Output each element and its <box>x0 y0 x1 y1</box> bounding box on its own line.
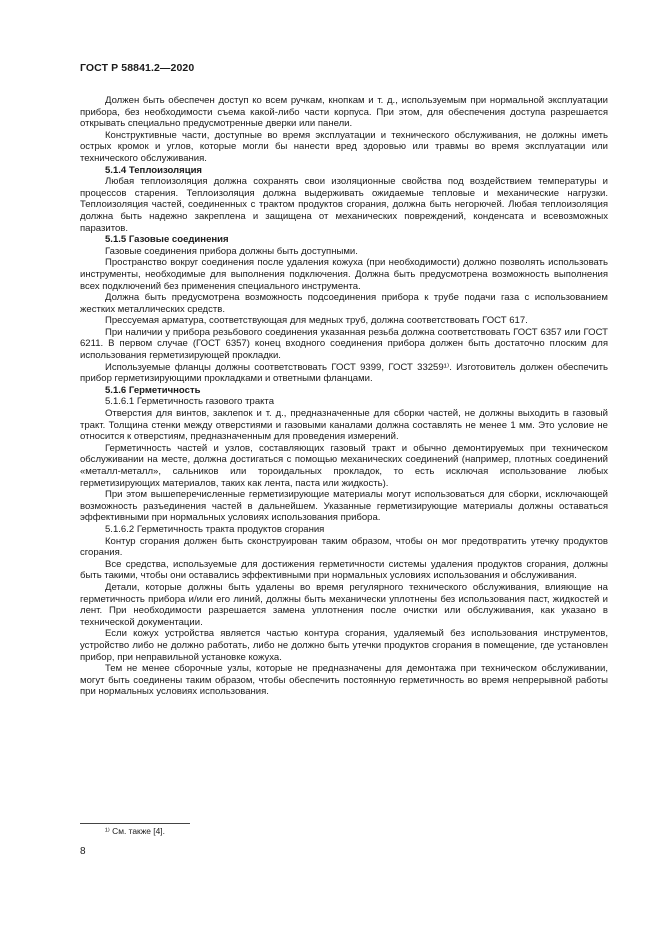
paragraph: Детали, которые должны быть удалены во время регулярного технического обслуживания, влияющие на герметичность прибора и/или его линий, должны быть механически уплотнены без использования паст, жидкостей и лент. При необходимости разрешается замена уплотнения после очистки или обслуживания, как указано в технической документации. <box>80 581 608 628</box>
paragraph: Герметичность частей и узлов, составляющих газовый тракт и обычно демонтируемых при техническом обслуживании на месте, должна достигаться с помощью механических соединений (например, плотных соединений «металл-металл», сальников или тороидальных прокладок, то есть исключая использование любых герметизирующих материалов, таких как лента, паста или жидкость). <box>80 442 608 489</box>
paragraph: Прессуемая арматура, соответствующая для медных труб, должна соответствовать ГОСТ 617. <box>105 315 528 327</box>
paragraph: Используемые фланцы должны соответствовать ГОСТ 9399, ГОСТ 33259¹⁾. Изготовитель должен обеспечить прибор герметизирующими прокладками и ответными фланцами. <box>80 361 608 385</box>
paragraph: Пространство вокруг соединения после удаления кожуха (при необходимости) должно позволять использовать инструменты, необходимые для выполнения подключения. Должна быть предусмотрена возможность выполнения всех подключений без применения специального инструмента. <box>80 257 608 292</box>
paragraph: При наличии у прибора резьбового соединения указанная резьба должна соответствовать ГОСТ 6357 или ГОСТ 6211. В первом случае (ГОСТ 6357) конец входного соединения прибора должен быть достаточно плоским для использования герметизирующей прокладки. <box>80 326 608 362</box>
paragraph: Конструктивные части, доступные во время эксплуатации и технического обслуживания, не должны иметь острых кромок и углов, которые могли бы нанести вред здоровью или травмы во время эксплуатации или технического обслуживания. <box>80 129 608 164</box>
paragraph: Тем не менее сборочные узлы, которые не предназначены для демонтажа при техническом обслуживании, могут быть соединены таким образом, чтобы обеспечить постоянную герметичность во время непрерывной работы при нормальных условиях использования. <box>80 663 608 698</box>
paragraph: Отверстия для винтов, заклепок и т. д., предназначенные для сборки частей, не должны выходить в газовый тракт. Толщина стенки между отверстиями и газовыми каналами должна составлять не менее 1 мм. Это условие не относится к отверстиям, предназначенным для проведения измерений. <box>80 408 608 443</box>
footnote-divider <box>80 823 190 824</box>
paragraph: Если кожух устройства является частью контура сгорания, удаляемый без использования инструментов, устройство либо не должно работать, либо не должно быть утечки продуктов сгорания в помещение, где установлен прибор, при неправильной установке кожуха. <box>80 628 608 663</box>
paragraph: Газовые соединения прибора должны быть доступными. <box>105 245 358 257</box>
paragraph: Контур сгорания должен быть сконструирован таким образом, чтобы он мог предотвратить утечку продуктов сгорания. <box>80 535 608 559</box>
section-heading: 5.1.6 Герметичность <box>105 384 201 396</box>
paragraph: При этом вышеперечисленные герметизирующие материалы могут использоваться для сборки, исключающей возможность разъединения частей в дальнейшем. Указанные герметизирующие материалы должны оставаться эффективными при нормальных условиях использования прибора. <box>80 489 608 524</box>
paragraph: Должна быть предусмотрена возможность подсоединения прибора к трубе подачи газа с использованием жестких металлических средств. <box>80 292 608 315</box>
paragraph: Должен быть обеспечен доступ ко всем ручкам, кнопкам и т. д., используемым при нормальной эксплуатации прибора, без необходимости съема какой-либо части корпуса. При этом, для обеспечения доступа разрешается открывать специально предусмотренные дверки или панели. <box>80 95 608 130</box>
footnote: ¹⁾ См. также [4]. <box>105 826 165 836</box>
document-body <box>80 95 608 698</box>
subsection-heading: 5.1.6.1 Герметичность газового тракта <box>105 396 274 408</box>
section-heading: 5.1.4 Теплоизоляция <box>105 164 203 176</box>
paragraph: Любая теплоизоляция должна сохранять свои изоляционные свойства под воздействием температуры и процессов старения. Теплоизоляция должна выдерживать ожидаемые тепловые и механические нагрузки. Теплоизоляция частей, соединенных с трактом продуктов сгорания, должна быть негорючей. Любая теплоизоляция должна быть надежно закреплена и защищена от механических повреждений, конденсата и всевозможных паразитов. <box>80 176 608 234</box>
subsection-heading: 5.1.6.2 Герметичность тракта продуктов сгорания <box>105 523 325 535</box>
section-heading: 5.1.5 Газовые соединения <box>105 234 229 246</box>
page-number: 8 <box>80 846 86 857</box>
paragraph: Все средства, используемые для достижения герметичности системы удаления продуктов сгорания, должны быть такими, чтобы они оставались эффективными при нормальных условиях использования и обслуживания. <box>80 558 608 582</box>
document-header: ГОСТ Р 58841.2—2020 <box>80 62 195 74</box>
